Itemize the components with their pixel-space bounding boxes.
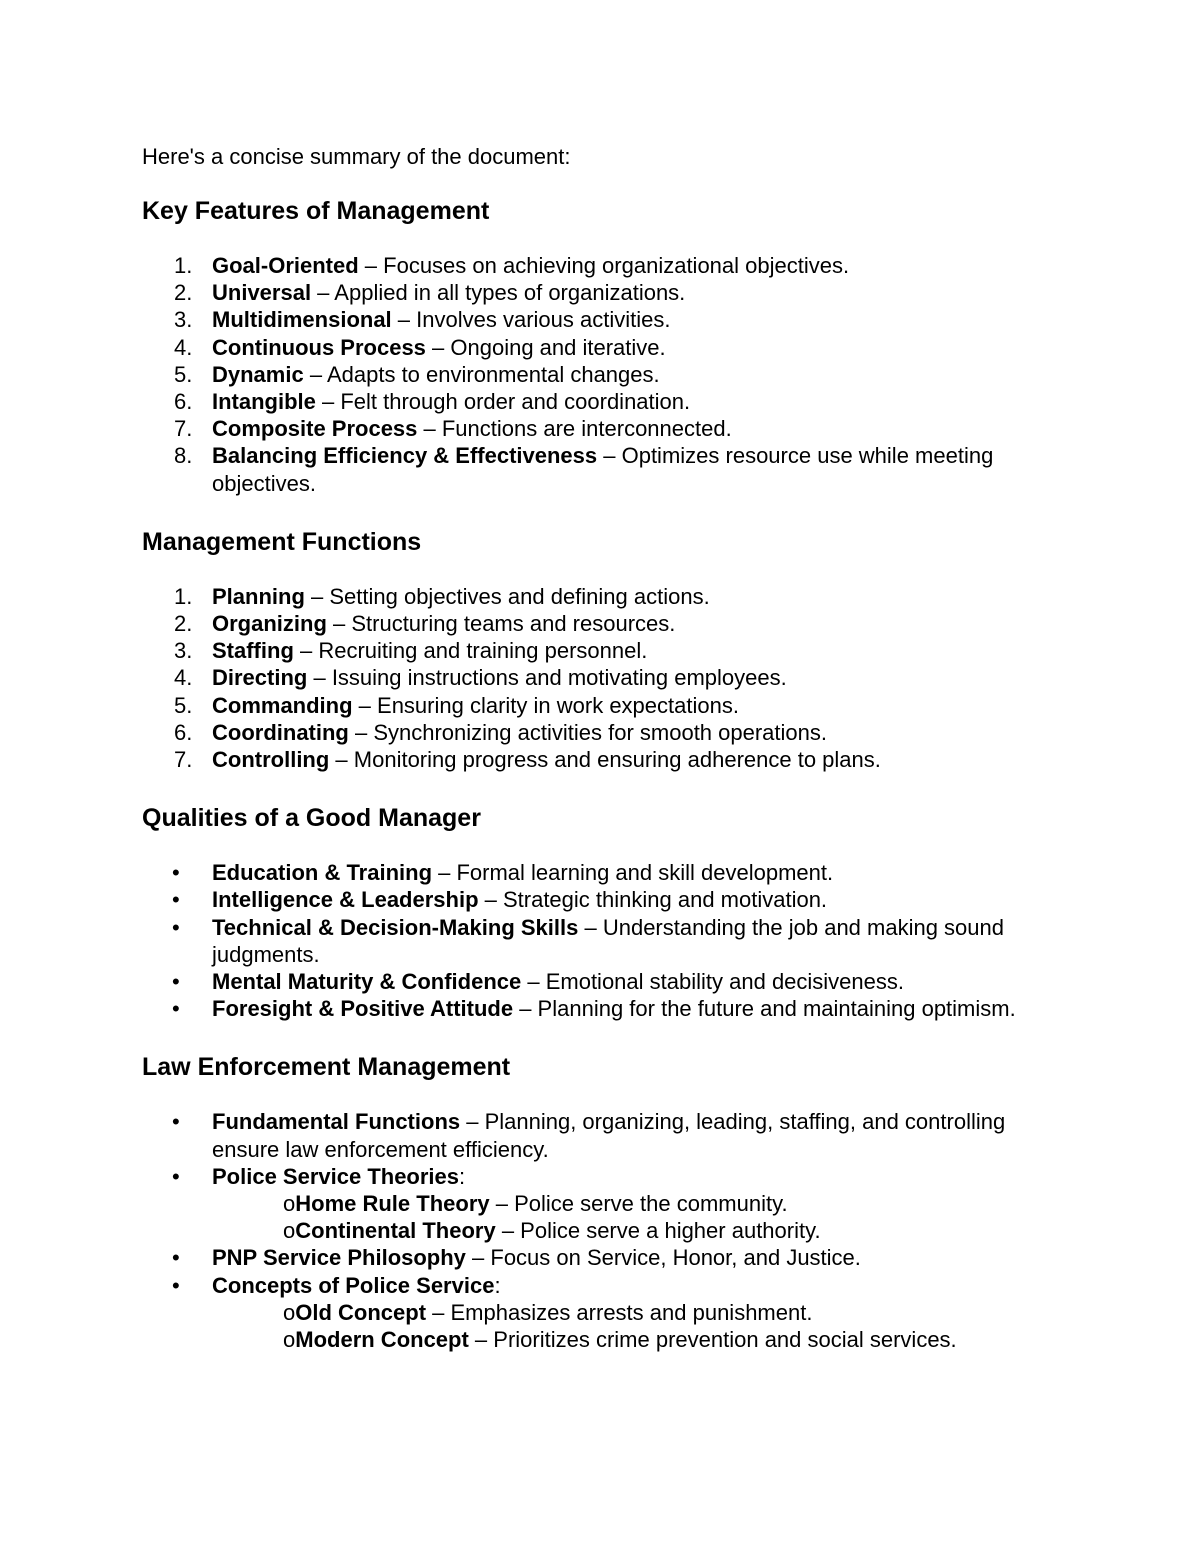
list-number: 7. bbox=[174, 747, 193, 773]
item-desc: – Optimizes resource use while meeting objectives. bbox=[212, 443, 994, 496]
list-key-features bbox=[142, 252, 1062, 497]
item-suffix: : bbox=[494, 1272, 501, 1298]
item-desc: – Formal learning and skill development. bbox=[432, 860, 834, 886]
item-term: Modern Concept bbox=[295, 1327, 469, 1353]
item-desc: – Emphasizes arrests and punishment. bbox=[426, 1299, 813, 1325]
item-desc: – Synchronizing activities for smooth operations. bbox=[348, 719, 827, 745]
bullet-icon: • bbox=[172, 1245, 180, 1271]
item-term: Coordinating bbox=[212, 719, 349, 745]
bullet-icon: • bbox=[172, 1163, 180, 1189]
list-item bbox=[142, 1244, 1062, 1271]
list-item bbox=[142, 361, 1062, 388]
item-desc: – Focuses on achieving organizational objectives. bbox=[358, 253, 850, 278]
item-term: Directing bbox=[212, 665, 308, 691]
item-term: Education & Training bbox=[212, 860, 433, 886]
list-law-enforcement bbox=[142, 1108, 1062, 1353]
list-item bbox=[142, 252, 1062, 279]
item-desc: – Applied in all types of organizations. bbox=[311, 280, 686, 306]
item-term: Foresight & Positive Attitude bbox=[212, 996, 514, 1022]
item-desc: – Planning, organizing, leading, staffing, and controlling ensure law enforcement efficiency. bbox=[212, 1109, 1006, 1162]
list-number: 2. bbox=[174, 280, 193, 306]
list-item bbox=[142, 610, 1062, 637]
bullet-icon: • bbox=[172, 1272, 180, 1298]
list-number: 3. bbox=[174, 307, 193, 333]
list-item bbox=[142, 583, 1062, 610]
sub-list-item bbox=[142, 1299, 1062, 1326]
item-term: Organizing bbox=[212, 611, 327, 637]
item-desc: – Monitoring progress and ensuring adherence to plans. bbox=[329, 747, 881, 773]
item-desc: – Police serve a higher authority. bbox=[495, 1218, 821, 1244]
item-desc: – Planning for the future and maintaining optimism. bbox=[513, 996, 1016, 1022]
list-item bbox=[142, 746, 1062, 773]
item-term: Composite Process bbox=[212, 416, 418, 442]
list-item bbox=[142, 886, 1062, 913]
sub-list-item bbox=[142, 1190, 1062, 1217]
bullet-icon: • bbox=[172, 996, 180, 1022]
bullet-icon: • bbox=[172, 860, 180, 886]
item-term: Controlling bbox=[212, 747, 330, 773]
list-qualities bbox=[142, 859, 1062, 1022]
intro-text: Here's a concise summary of the document: bbox=[142, 144, 571, 169]
list-item bbox=[142, 968, 1062, 995]
list-item bbox=[142, 719, 1062, 746]
list-item bbox=[142, 692, 1062, 719]
list-number: 1. bbox=[174, 253, 193, 278]
sub-bullet-icon: o bbox=[283, 1299, 296, 1325]
sub-bullet-icon: o bbox=[283, 1327, 296, 1353]
list-number: 5. bbox=[174, 361, 193, 387]
item-term: Continental Theory bbox=[295, 1218, 496, 1244]
item-desc: – Ensuring clarity in work expectations. bbox=[352, 692, 739, 718]
item-suffix: : bbox=[459, 1163, 466, 1189]
sub-list-item bbox=[142, 1326, 1062, 1353]
item-desc: – Understanding the job and making sound judgments. bbox=[212, 914, 1005, 967]
item-desc: – Involves various activities. bbox=[391, 307, 671, 333]
sub-list-item bbox=[142, 1217, 1062, 1244]
list-number: 5. bbox=[174, 692, 193, 718]
list-item bbox=[142, 1108, 1062, 1162]
list-item bbox=[142, 995, 1062, 1022]
list-item bbox=[142, 914, 1062, 968]
list-number: 7. bbox=[174, 416, 193, 442]
item-term: Dynamic bbox=[212, 361, 304, 387]
list-number: 8. bbox=[174, 443, 193, 469]
list-number: 1. bbox=[174, 583, 193, 609]
item-term: Multidimensional bbox=[212, 307, 392, 333]
item-desc: – Setting objectives and defining actions. bbox=[304, 583, 710, 609]
item-desc: – Police serve the community. bbox=[489, 1191, 788, 1217]
item-term: Fundamental Functions bbox=[212, 1109, 461, 1135]
item-desc: – Issuing instructions and motivating employees. bbox=[307, 665, 787, 691]
item-term: Planning bbox=[212, 583, 305, 609]
list-item bbox=[142, 1272, 1062, 1299]
item-desc: – Emotional stability and decisiveness. bbox=[521, 969, 905, 995]
list-item bbox=[142, 334, 1062, 361]
heading-qualities: Qualities of a Good Manager bbox=[142, 804, 481, 833]
item-term: Goal-Oriented bbox=[212, 253, 359, 278]
heading-key-features: Key Features of Management bbox=[142, 197, 490, 225]
item-desc: – Felt through order and coordination. bbox=[315, 389, 691, 415]
item-desc: – Recruiting and training personnel. bbox=[293, 638, 648, 664]
sub-bullet-icon: o bbox=[283, 1191, 296, 1217]
item-desc: – Strategic thinking and motivation. bbox=[478, 887, 828, 913]
item-term: Police Service Theories bbox=[212, 1163, 460, 1189]
document-page bbox=[142, 143, 1062, 1383]
bullet-icon: • bbox=[172, 969, 180, 995]
list-item bbox=[142, 637, 1062, 664]
list-item bbox=[142, 442, 1062, 496]
heading-law-enforcement: Law Enforcement Management bbox=[142, 1053, 511, 1082]
item-term: Staffing bbox=[212, 638, 294, 664]
item-term: PNP Service Philosophy bbox=[212, 1245, 466, 1271]
item-desc: – Prioritizes crime prevention and social services. bbox=[468, 1327, 957, 1353]
list-number: 4. bbox=[174, 334, 193, 360]
list-item bbox=[142, 388, 1062, 415]
item-term: Intelligence & Leadership bbox=[212, 887, 479, 913]
item-term: Universal bbox=[212, 280, 312, 306]
list-item bbox=[142, 306, 1062, 333]
bullet-icon: • bbox=[172, 1109, 180, 1135]
list-number: 6. bbox=[174, 719, 193, 745]
bullet-icon: • bbox=[172, 887, 180, 913]
list-number: 6. bbox=[174, 389, 193, 415]
list-item bbox=[142, 664, 1062, 691]
item-term: Concepts of Police Service bbox=[212, 1272, 495, 1298]
item-term: Mental Maturity & Confidence bbox=[212, 969, 522, 995]
item-desc: – Focus on Service, Honor, and Justice. bbox=[465, 1245, 861, 1271]
item-term: Continuous Process bbox=[212, 334, 426, 360]
item-term: Commanding bbox=[212, 692, 353, 718]
list-management-functions bbox=[142, 583, 1062, 773]
list-number: 3. bbox=[174, 638, 193, 664]
list-number: 2. bbox=[174, 611, 193, 637]
bullet-icon: • bbox=[172, 914, 180, 940]
sub-bullet-icon: o bbox=[283, 1218, 296, 1244]
list-item bbox=[142, 279, 1062, 306]
item-term: Balancing Efficiency & Effectiveness bbox=[212, 443, 598, 469]
item-desc: – Structuring teams and resources. bbox=[326, 611, 676, 637]
item-desc: – Adapts to environmental changes. bbox=[303, 361, 660, 387]
heading-management-functions: Management Functions bbox=[142, 527, 422, 556]
list-item bbox=[142, 415, 1062, 442]
list-item bbox=[142, 1163, 1062, 1190]
list-item bbox=[142, 859, 1062, 886]
item-term: Home Rule Theory bbox=[295, 1191, 490, 1217]
item-term: Old Concept bbox=[295, 1299, 427, 1325]
item-desc: – Ongoing and iterative. bbox=[425, 334, 666, 360]
item-term: Intangible bbox=[212, 389, 316, 415]
item-desc: – Functions are interconnected. bbox=[417, 416, 732, 442]
item-term: Technical & Decision-Making Skills bbox=[212, 914, 579, 940]
list-number: 4. bbox=[174, 665, 193, 691]
